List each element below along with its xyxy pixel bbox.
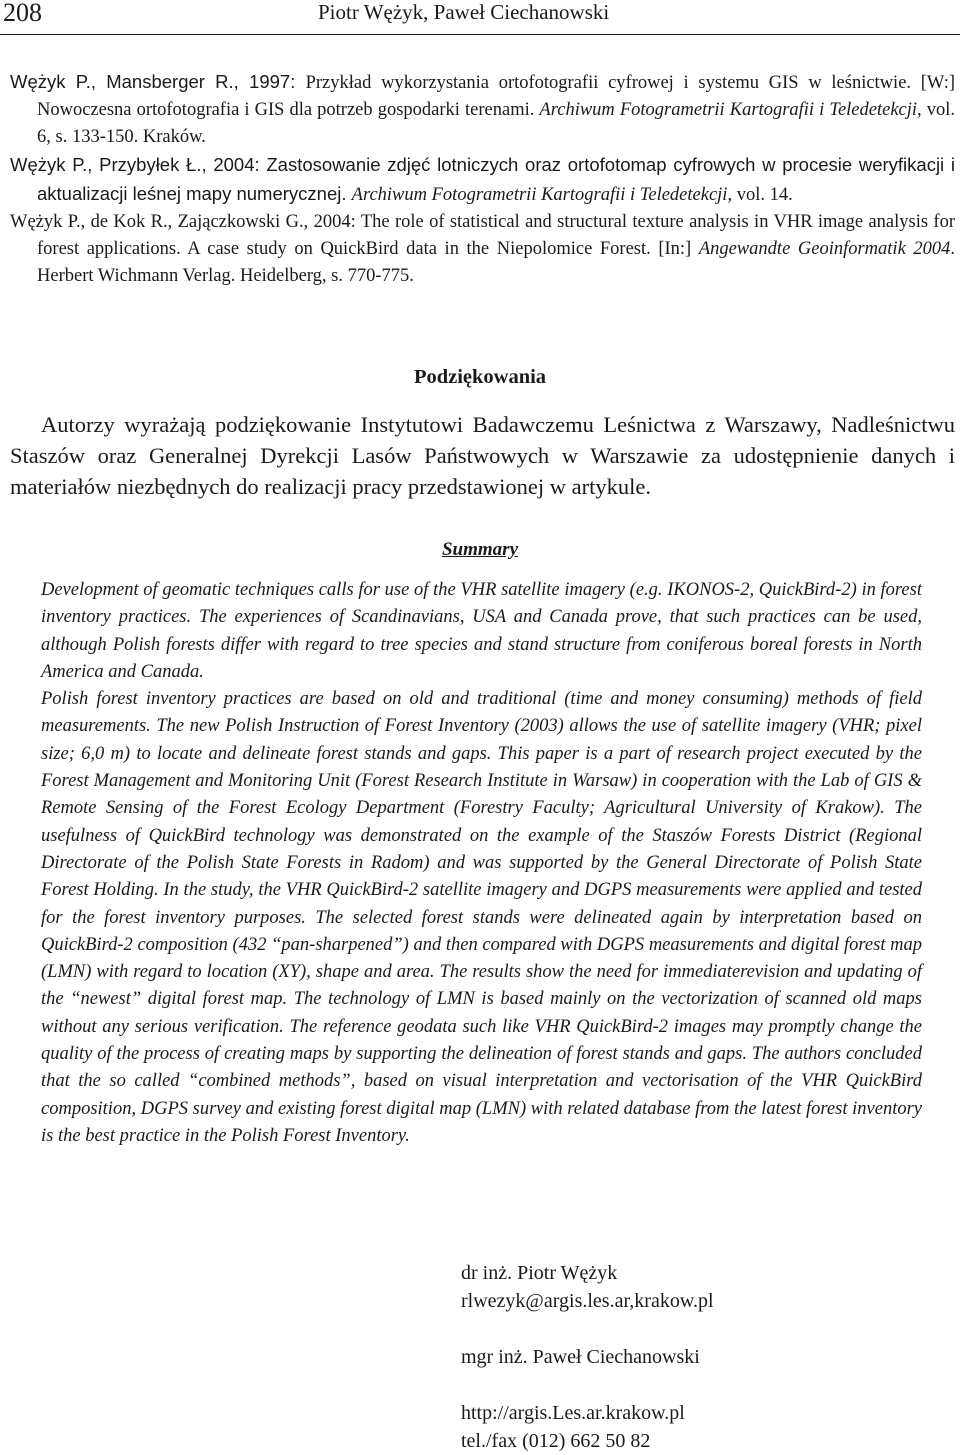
acknowledgements-title: Podziękowania [413,366,547,388]
reference-item [10,209,955,290]
reference-item [10,68,955,151]
reference-authors: Wężyk P., de Kok R., Zajączkowski G. [10,212,304,232]
acknowledgements-text: Autorzy wyrażają podziękowanie Instytutowi Badawczemu Leśnictwa z Warszawy, Nadleśnictwu Staszów oraz Generalnej Dyrekcji Lasów Państwowych w Warszawie za udostępnienie danych i materiałów niezbędnych do realizacji pracy przedstawionej w artykule. [10,412,955,499]
reference-journal: Archiwum Fotogrametrii Kartografii i Teledetekcji [539,100,918,120]
reference-tail: . Herbert Wichmann Verlag. Heidelberg, s. 770-775. [37,239,955,286]
reference-tail: , vol. 14. [727,185,793,205]
reference-tail: , vol. 6, s. 133-150. Kraków. [37,100,955,147]
author-email: rlwezyk@argis.les.ar,krakow.pl [461,1290,714,1312]
page-number: 208 [3,0,42,27]
reference-journal: Angewandte Geoinformatik 2004 [698,239,951,259]
reference-item [10,151,955,209]
website-link: http://argis.Les.ar.krakow.pl [461,1402,685,1424]
header-rule [0,34,960,35]
author-name: mgr inż. Paweł Ciechanowski [461,1346,700,1368]
reference-authors: Wężyk P., Przybyłek Ł. [10,154,202,175]
references-list [10,68,955,290]
running-head: Piotr Wężyk, Paweł Ciechanowski [318,0,610,24]
reference-journal: Archiwum Fotogrametrii Kartografii i Teledetekcji [351,185,728,205]
reference-text: , 2004: Zastosowanie zdjęć lotniczych oraz ortofotomap cyfrowych w procesie weryfikacji i aktualizacji leśnej mapy numerycznej. [37,154,955,204]
summary-paragraph: Polish forest inventory practices are based on old and traditional (time and money consuming) methods of field measurements. The new Polish Instruction of Forest Inventory (2003) allows the use of satellite imagery (VHR; pixel size; 6,0 m) to locate and delineate forest stands and gaps. This paper is a part of research project executed by the Forest Management and Monitoring Unit (Forest Research Institute in Warsaw) in cooperation with the Lab of GIS & Remote Sensing of the Forest Ecology Department (Forestry Faculty; Agricultural University of Krakow). The usefulness of QuickBird technology was demonstrated on the example of the Staszów Forests District (Regional Directorate of the Polish State Forests in Radom) and was supported by the General Directorate of Polish State Forest Holding. In the study, the VHR QuickBird-2 satellite imagery and DGPS measurements were applied and tested for the forest inventory purposes. The selected forest stands were delineated again by interpretation based on QuickBird-2 composition (432 “pan-sharpened”) and then compared with DGPS measurements and digital forest map (LMN) with regard to location (XY), shape and area. The results show the need for immediaterevision and updating of the “newest” digital forest map. The technology of LMN is based mainly on the vectorization of scanned old maps without any serious verification. The reference geodata such like VHR QuickBird-2 images may promptly change the quality of the process of creating maps by supporting the delineation of forest stands and gaps. The authors concluded that the so called “combined methods”, based on visual interpretation and vectorisation of the VHR QuickBird composition, DGPS survey and existing forest digital map (LMN) with related database from the latest forest inventory is the best practice in the Polish Forest Inventory. [41,689,922,1146]
author-name: dr inż. Piotr Wężyk [461,1262,618,1284]
page-header [0,0,960,36]
reference-text: , 2004: The role of statistical and structural texture analysis in VHR image analysis for forest applications. A case study on QuickBird data in the Niepolomice Forest. [In:] [37,212,955,259]
phone-fax: tel./fax (012) 662 50 82 [461,1430,651,1452]
summary-paragraph: Development of geomatic techniques calls for use of the VHR satellite imagery (e.g. IKONOS-2, QuickBird-2) in forest inventory practices. The experiences of Scandinavians, USA and Canada prove, that such practices can be used, although Polish forests differ with regard to tree species and stand structure from coniferous boreal forests in North America and Canada. [41,580,922,682]
summary-body [41,577,922,1150]
reference-text: Przykład wykorzystania ortofotografii cyfrowej i systemu GIS w leśnictwie. [W:] Nowoczesna ortofotografia i GIS dla potrzeb gospodarki terenami. [37,73,955,120]
summary-title: Summary [441,539,519,560]
author-contacts [461,1259,714,1455]
reference-authors: Wężyk P., Mansberger R., 1997: [10,71,306,92]
